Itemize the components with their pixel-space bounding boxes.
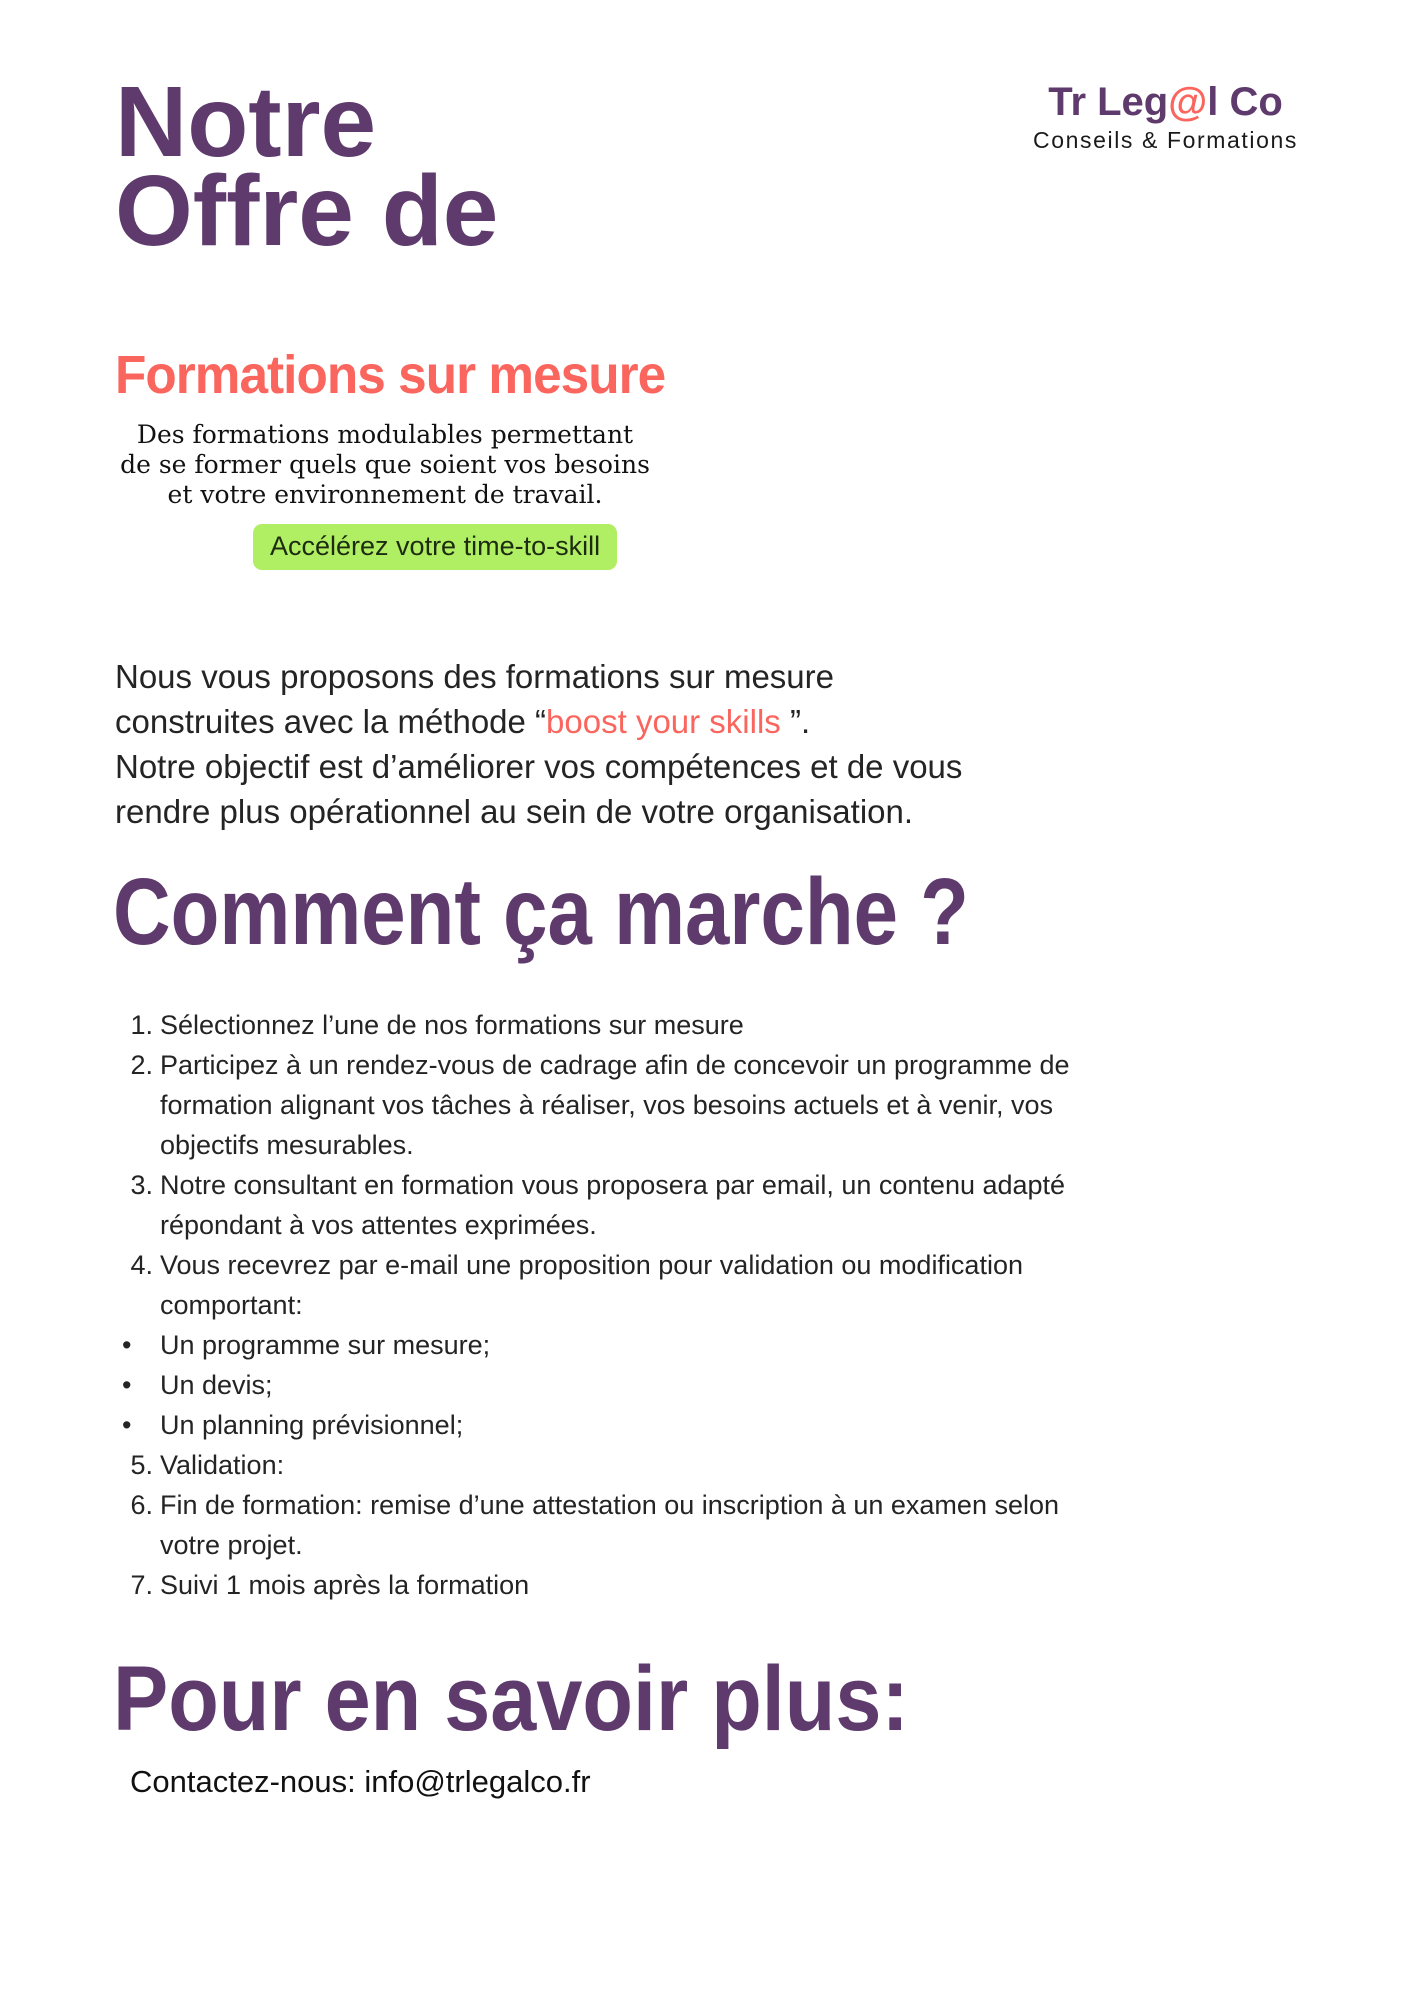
step-text: Participez à un rendez-vous de cadrage afin de concevoir un programme de formation alignant vos tâches à réaliser, vos besoins actuels et à venir, vos objectifs mesurables. — [160, 1049, 1070, 1160]
brand-at-glyph: @ — [1168, 80, 1208, 124]
numbered-step — [116, 1005, 1414, 1045]
hero-description — [115, 420, 655, 510]
step-text: Un programme sur mesure; — [160, 1329, 491, 1360]
hero-description-line: Des formations modulables permettant — [136, 420, 634, 449]
step-marker: • — [122, 1329, 132, 1360]
step-text: Fin de formation: remise d’une attestation ou inscription à un examen selon votre projet. — [160, 1489, 1060, 1560]
step-marker: 4. — [130, 1249, 153, 1280]
step-marker: 6. — [130, 1489, 153, 1520]
step-text: Vous recevrez par e-mail une proposition pour validation ou modification comportant: — [160, 1249, 1023, 1320]
bullet-item — [116, 1365, 1414, 1405]
step-text: Validation: — [160, 1449, 285, 1480]
intro-paragraph — [115, 654, 1414, 834]
step-marker: 5. — [130, 1449, 153, 1480]
page-title-line2: Offre de — [115, 155, 499, 267]
step-marker: 3. — [130, 1169, 153, 1200]
step-text: Un planning prévisionnel; — [160, 1409, 464, 1440]
hero-description-line: de se former quels que soient vos besoins — [120, 450, 650, 479]
step-text: Sélectionnez l’une de nos formations sur mesure — [160, 1009, 744, 1040]
brand-name-pre: Tr Leg — [1048, 80, 1169, 124]
step-text: Notre consultant en formation vous proposera par email, un contenu adapté répondant à vos attentes exprimées. — [160, 1169, 1066, 1240]
brand-tagline: Conseils & Formations — [1033, 127, 1298, 153]
hero-description-line: et votre environnement de travail. — [167, 480, 603, 509]
brand-logo — [1033, 80, 1298, 154]
time-to-skill-badge: Accélérez votre time-to-skill — [253, 524, 617, 570]
step-marker: 7. — [130, 1569, 153, 1600]
numbered-step — [116, 1045, 1414, 1165]
step-marker: • — [122, 1369, 132, 1400]
step-marker: 1. — [130, 1009, 153, 1040]
steps-list — [116, 1005, 1414, 1605]
method-name-highlight: boost your skills — [546, 703, 790, 740]
brand-name — [1033, 80, 1298, 124]
contact-line: Contactez-nous: info@trlegalco.fr — [130, 1763, 591, 1799]
intro-line: construites avec la méthode “boost your skills ”. — [115, 703, 811, 740]
numbered-step — [116, 1245, 1414, 1325]
numbered-step — [116, 1165, 1414, 1245]
bullet-item — [116, 1405, 1414, 1445]
intro-line: rendre plus opérationnel au sein de votre organisation. — [115, 793, 914, 830]
step-marker: 2. — [130, 1049, 153, 1080]
step-marker: • — [122, 1409, 132, 1440]
page-title-line1: Notre — [115, 66, 377, 178]
learn-more-title: Pour en savoir plus: — [113, 1647, 909, 1750]
hero-subtitle: Formations sur mesure — [115, 345, 666, 405]
step-text: Suivi 1 mois après la formation — [160, 1569, 530, 1600]
numbered-step — [116, 1445, 1414, 1485]
badge-row — [115, 524, 1414, 570]
intro-line: Notre objectif est d’améliorer vos compétences et de vous — [115, 748, 963, 785]
step-text: Un devis; — [160, 1369, 273, 1400]
intro-line: Nous vous proposons des formations sur mesure — [115, 658, 835, 695]
numbered-step — [116, 1565, 1414, 1605]
brand-name-post: l Co — [1207, 80, 1283, 124]
how-it-works-title: Comment ça marche ? — [113, 859, 969, 965]
bullet-item — [116, 1325, 1414, 1365]
numbered-step — [116, 1485, 1414, 1565]
